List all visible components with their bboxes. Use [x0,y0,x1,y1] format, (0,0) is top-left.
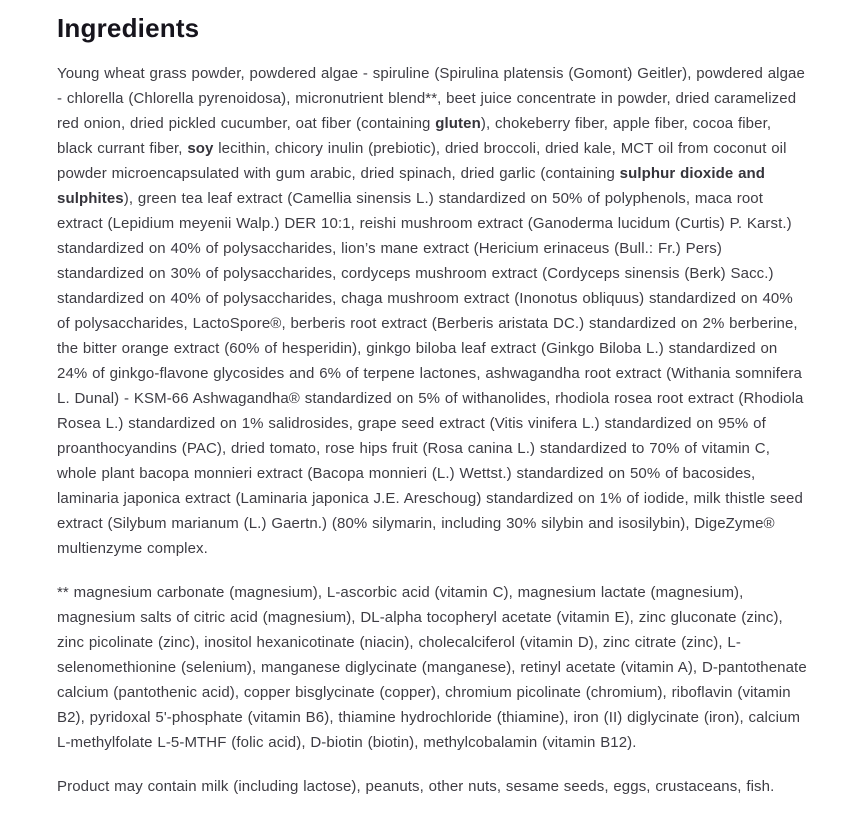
bold-text-segment: gluten [435,115,481,132]
micronutrient-blend-paragraph [57,580,810,755]
ingredients-text-block [57,61,810,799]
text-segment: ), green tea leaf extract (Camellia sinensis L.) standardized on 50% of polyphenols, maca root extract (Lepidium meyenii Walp.) DER 10:1, reishi mushroom extract (Ganoderma lucidum (Curtis) P. Karst.) standardized on 40% of polysaccharides, lion’s mane extract (Hericium erinaceus (Bull.: Fr.) Pers) standardized on 30% of polysaccharides, cordyceps mushroom extract (Cordyceps sinensis (Berk) Sacc.) standardized on 40% of polysaccharides, chaga mushroom extract (Inonotus obliquus) standardized on 40% of polysaccharides, LactoSpore®, berberis root extract (Berberis aristata DC.) standardized on 2% berberine, the bitter orange extract (60% of hesperidin), ginkgo biloba leaf extract (Ginkgo Biloba L.) standardized on 24% of ginkgo-flavone glycosides and 6% of terpene lactones, ashwagandha root extract (Withania somnifera L. Dunal) - KSM-66 Ashwagandha® standardized on 5% of withanolides, rhodiola rosea root extract (Rhodiola Rosea L.) standardized on 1% salidrosides, grape seed extract (Vitis vinifera L.) standardized on 95% of proanthocyandins (PAC), dried tomato, rose hips fruit (Rosa canina L.) standardized to 70% of vitamin C, whole plant bacopa monnieri extract (Bacopa monnieri (L.) Wettst.) standardized on 50% of bacosides, laminaria japonica extract (Laminaria japonica J.E. Areschoug) standardized on 1% of iodide, milk thistle seed extract (Silybum marianum (L.) Gaertn.) (80% silymarin, including 30% silybin and isosilybin), DigeZyme® multienzyme complex. [57,190,804,557]
text-segment: Young wheat grass powder, powdered algae - spiruline (Spirulina platensis (Gomont) Geitler), powdered algae - chlorella (Chlorella pyrenoidosa), micronutrient blend**, beet juice concentrate in powder, dried caramelized red onion, dried pickled cucumber, oat fiber (containing [57,65,805,132]
text-segment: ** magnesium carbonate (magnesium), L-ascorbic acid (vitamin C), magnesium lactate (magnesium), magnesium salts of citric acid (magnesium), DL-alpha tocopheryl acetate (vitamin E), zinc gluconate (zinc), zinc picolinate (zinc), inositol hexanicotinate (niacin), cholecalciferol (vitamin D), zinc citrate (zinc), L-selenomethionine (selenium), manganese diglycinate (manganese), retinyl acetate (vitamin A), D-pantothenate calcium (pantothenic acid), copper bisglycinate (copper), chromium picolinate (chromium), riboflavin (vitamin B2), pyridoxal 5'-phosphate (vitamin B6), thiamine hydrochloride (thiamine), iron (II) diglycinate (iron), calcium L-methylfolate L-5-MTHF (folic acid), D-biotin (biotin), methylcobalamin (vitamin B12). [57,584,807,751]
text-segment: ), chokeberry fiber, apple fiber, cocoa fiber, black currant fiber, [57,115,772,157]
text-segment: lecithin, chicory inulin (prebiotic), dried broccoli, dried kale, MCT oil from coconut oil powder microencapsulated with gum arabic, dried spinach, dried garlic (containing [57,140,787,182]
bold-text-segment: soy [187,140,214,157]
page-title: Ingredients [57,13,200,43]
ingredients-main-paragraph [57,61,810,561]
allergen-notice-paragraph [57,774,810,799]
bold-text-segment: sulphur dioxide and sulphites [57,165,766,207]
text-segment: Product may contain milk (including lactose), peanuts, other nuts, sesame seeds, eggs, crustaceans, fish. [57,778,775,795]
